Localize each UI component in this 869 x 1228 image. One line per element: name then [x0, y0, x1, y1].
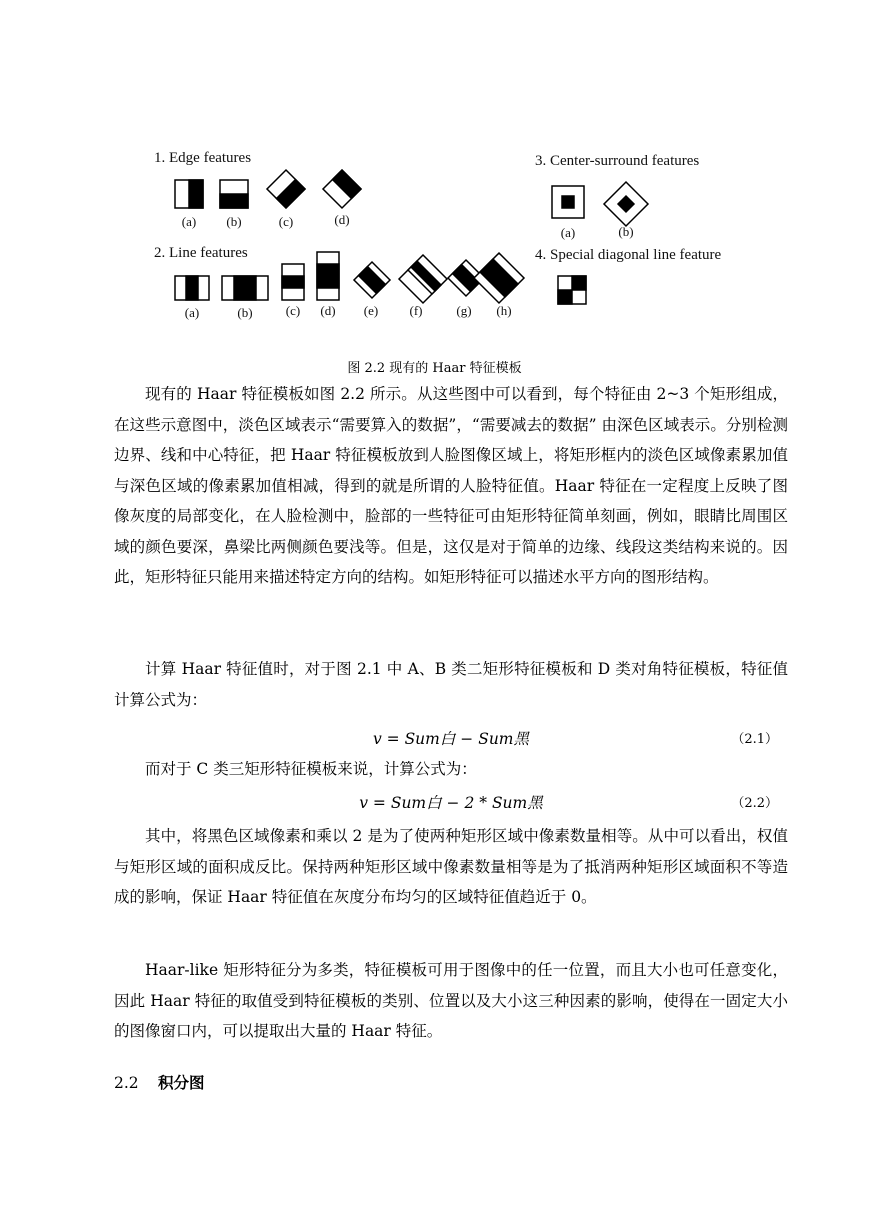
edge-feature-a — [175, 180, 203, 208]
line-feature-c — [282, 264, 304, 300]
edge-label-b: (b) — [226, 214, 242, 229]
formula-2-1-expression: v = Sum白 − Sum黑 — [372, 730, 530, 748]
center-surround-title: 3. Center-surround features — [535, 153, 700, 169]
diagonal-feature-title: 4. Special diagonal line feature — [535, 247, 722, 263]
line-features-title: 2. Line features — [154, 245, 248, 261]
section-heading — [114, 1071, 205, 1093]
line-label-b: (b) — [237, 305, 253, 320]
paragraph-3: 而对于 C 类三矩形特征模板来说，计算公式为： — [145, 760, 477, 778]
center-surround-b — [604, 182, 648, 226]
edge-feature-d — [323, 170, 361, 208]
line-label-c: (c) — [285, 303, 301, 318]
line-label-f: (f) — [409, 303, 423, 318]
line-feature-e — [354, 262, 390, 298]
formula-2-2-expression: v = Sum白 − 2 * Sum黑 — [359, 794, 543, 812]
paragraph-1: 现有的 Haar 特征模板如图 2.2 所示。从这些图中可以看到，每个特征由 2~3 个矩形组成，在这些示意图中，淡色区域表示“需要算入的数据”，“需要减去的数据” 由深色区域表示。分别检测边界、线和中心特征，把 Haar 特征模板放到人脸图像区域上，将矩形框内的淡色区域像素累加值与深色区域的像素累加值相减，得到的就是所谓的人脸特征值。Haar 特征在一定程度上反映了图像灰度的局部变化，在人脸检测中，脸部的一些特征可由矩形特征简单刻画，例如，眼睛比周围区域的颜色要深，鼻梁比两侧颜色要浅等。但是，这仅是对于简单的边缘、线段这类结构来说的。因此，矩形特征只能用来描述特定方向的结构。如矩形特征可以描述水平方向的图形结构。 — [114, 385, 788, 586]
line-feature-f — [399, 255, 447, 303]
center-label-b: (b) — [618, 224, 634, 239]
haar-feature-figure — [150, 148, 760, 330]
edge-features-title: 1. Edge features — [154, 150, 252, 166]
line-label-e: (e) — [363, 303, 379, 318]
edge-feature-b — [220, 180, 248, 208]
formula-2-2 — [114, 791, 788, 815]
line-label-g: (g) — [456, 303, 472, 318]
line-feature-d — [317, 252, 339, 300]
paragraph-4: 其中，将黑色区域像素和乘以 2 是为了使两种矩形区域中像素数量相等。从中可以看出，权值与矩形区域的面积成反比。保持两种矩形区域中像素数量相等是为了抵消两种矩形区域面积不等造成的影响，保证 Haar 特征值在灰度分布均匀的区域特征值趋近于 0。 — [114, 827, 788, 906]
formula-2-2-number: （2.2） — [731, 796, 778, 811]
line-feature-b — [222, 276, 268, 300]
line-label-h: (h) — [496, 303, 512, 318]
section-number: 2.2 — [114, 1074, 139, 1092]
line-label-d: (d) — [320, 303, 336, 318]
diagonal-feature — [558, 276, 586, 304]
line-label-a: (a) — [184, 305, 200, 320]
center-label-a: (a) — [560, 225, 576, 240]
center-surround-a — [552, 186, 584, 218]
formula-2-1 — [114, 727, 788, 751]
edge-label-c: (c) — [278, 214, 294, 229]
paragraph-5: Haar-like 矩形特征分为多类，特征模板可用于图像中的任一位置，而且大小也可任意变化，因此 Haar 特征的取值受到特征模板的类别、位置以及大小这三种因素的影响，使得在一固定大小的图像窗口内，可以提取出大量的 Haar 特征。 — [114, 961, 788, 1040]
paragraph-2: 计算 Haar 特征值时，对于图 2.1 中 A、B 类二矩形特征模板和 D 类对角特征模板，特征值计算公式为： — [114, 660, 788, 709]
edge-label-a: (a) — [181, 214, 197, 229]
line-feature-a — [175, 276, 209, 300]
formula-2-1-number: （2.1） — [731, 732, 778, 747]
edge-label-d: (d) — [334, 212, 350, 227]
edge-feature-c — [267, 170, 305, 208]
figure-caption: 图 2.2 现有的 Haar 特征模板 — [347, 361, 522, 376]
line-feature-h — [474, 253, 524, 303]
section-title: 积分图 — [158, 1073, 205, 1092]
